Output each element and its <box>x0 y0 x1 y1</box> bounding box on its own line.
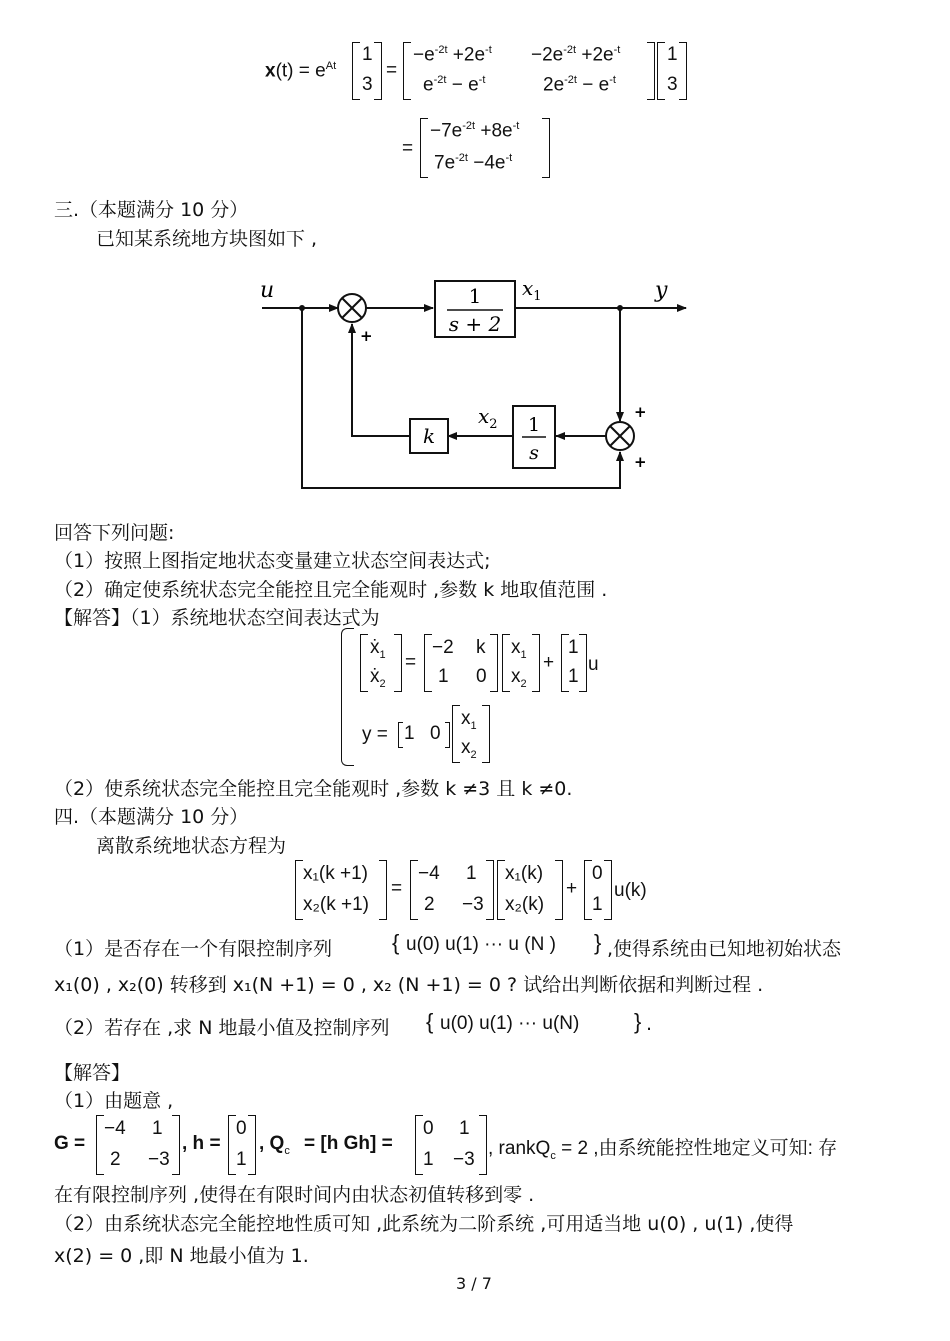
exp-At: At <box>325 60 337 72</box>
xdot-vector: ẋ$_1$ ẋ$_2$ <box>360 634 402 692</box>
ss-plus: + <box>543 652 555 673</box>
x-current-vector: x₁(k) x₂(k) <box>497 860 563 920</box>
matrix-C: 1 0 <box>398 722 450 748</box>
sec4-q1-post: ,使得系统由已知地初始状态 <box>607 938 842 960</box>
sec4-a2-line2: x(2) = 0 ,即 N 地最小值为 1. <box>54 1245 309 1267</box>
sec4-intro: 离散系统地状态方程为 <box>96 835 287 857</box>
sec4-a2: （2）由系统状态完全能控地性质可知 ,此系统为二阶系统 ,可用适当地 u(0) , u(1) ,使得 <box>54 1213 794 1235</box>
sec4-q2-seq: u(0) u(1) ··· u(N) <box>440 1013 580 1034</box>
answer-1-intro: 【解答】（1）系统地状态空间表达式为 <box>54 607 380 629</box>
equals-2: = <box>402 138 414 159</box>
equals: = <box>386 60 398 81</box>
gain-k-label: k <box>422 424 436 448</box>
x-vector: $x_1$ $x_2$ <box>502 634 540 692</box>
sec4-a1: （1）由题意 , <box>54 1090 174 1112</box>
disc-plus: + <box>566 878 578 899</box>
sec4-heading: 四.（本题满分 10 分） <box>54 806 249 828</box>
a1-matrix-Qc: 0 1 1 −3 <box>415 1115 487 1175</box>
label-u: u <box>260 278 275 303</box>
sec4-q2-pre: （2）若存在 ,求 N 地最小值及控制序列 <box>54 1017 390 1039</box>
matrix-A: −2 k 1 0 <box>424 634 498 692</box>
block2-denominator: s <box>529 442 539 464</box>
a1-G-label: G = <box>54 1133 86 1154</box>
a1-h-label: , h = <box>182 1133 221 1154</box>
ss-u: u <box>588 654 599 675</box>
x-vector-symbol: x <box>265 60 276 82</box>
matrix-G: −4 1 2 −3 <box>410 860 494 920</box>
a1-line2: 在有限控制序列 ,使得在有限时间内由状态初值转移到零 . <box>54 1184 535 1206</box>
block-diagram <box>250 255 710 505</box>
plus-sign-1: + <box>360 327 373 345</box>
a1-rank-text: , rankQ$_c$ = 2 ,由系统能控性地定义可知: 存 <box>488 1138 838 1162</box>
sec4-q2-post: . <box>646 1013 653 1035</box>
a1-Qc-label: , $Q_c$ <box>259 1133 290 1157</box>
plus-sign-3: + <box>634 453 647 471</box>
a1-vector-h: 0 1 <box>228 1115 256 1175</box>
sec3-intro: 已知某系统地方块图如下 , <box>96 228 318 250</box>
vector-h: 0 1 <box>584 860 612 920</box>
answer-2: （2）使系统状态完全能控且完全能观时 ,参数 k ≠3 且 k ≠0. <box>54 778 573 800</box>
label-x1: $x_1$ <box>522 276 542 304</box>
brace-close-1: } <box>594 930 602 955</box>
system-brace <box>341 628 354 766</box>
disc-equals: = <box>391 878 403 899</box>
disc-uk: u(k) <box>614 880 647 901</box>
x-vector-output: $x_1$ $x_2$ <box>452 705 490 763</box>
block1-numerator: 1 <box>468 284 482 308</box>
vec-b: 1 3 <box>657 42 687 100</box>
label-y: y <box>655 278 668 303</box>
question-2: （2）确定使系统状态完全能控且完全能观时 ,参数 k 地取值范围 . <box>54 579 608 601</box>
sec3-heading: 三.（本题满分 10 分） <box>54 199 249 221</box>
eq1-lhs: $x(t) = e^{At}$ <box>265 60 337 82</box>
questions-heading: 回答下列问题: <box>54 522 175 544</box>
result-vector: $-7e^{-2t} +8e^{-t}$ $7e^{-2t} -4e^{-t}$ <box>420 118 550 178</box>
brace-close-2: } <box>634 1009 642 1034</box>
page-number: 3 / 7 <box>456 1274 492 1293</box>
sec4-answer-heading: 【解答】 <box>54 1062 131 1084</box>
vec-a: 1 3 <box>352 42 382 100</box>
sec4-q1-pre: （1）是否存在一个有限控制序列 <box>54 938 333 960</box>
brace-open-2: { <box>426 1009 434 1034</box>
block2-numerator: 1 <box>527 414 541 436</box>
vector-B: 1 1 <box>561 634 587 692</box>
a1-Qc-eq: = [h Gh] = <box>304 1133 393 1154</box>
question-1: （1）按照上图指定地状态变量建立状态空间表达式; <box>54 550 491 572</box>
matrix-eAt: $-e^{-2t} +2e^{-t}$ $-2e^{-2t} +2e^{-t}$ $e^{-2t} - e^{-t}$ $2e^{-2t} - e^{-t}$ <box>403 42 655 100</box>
output-eq-y: y = <box>362 724 388 745</box>
brace-open-1: { <box>392 930 400 955</box>
label-x2: $x_2$ <box>478 404 498 432</box>
a1-matrix-G: −4 1 2 −3 <box>96 1115 180 1175</box>
sec4-q1-line2: x₁(0) , x₂(0) 转移到 x₁(N +1) = 0 , x₂ (N +1) = 0 ? 试给出判断依据和判断过程 . <box>54 974 764 996</box>
x-next-vector: x₁(k +1) x₂(k +1) <box>295 860 387 920</box>
ss-equals: = <box>405 652 417 673</box>
sec4-q1-seq: u(0) u(1) ··· u (N ) <box>406 934 556 955</box>
block1-denominator: s + 2 <box>448 312 502 336</box>
plus-sign-2: + <box>634 403 647 421</box>
